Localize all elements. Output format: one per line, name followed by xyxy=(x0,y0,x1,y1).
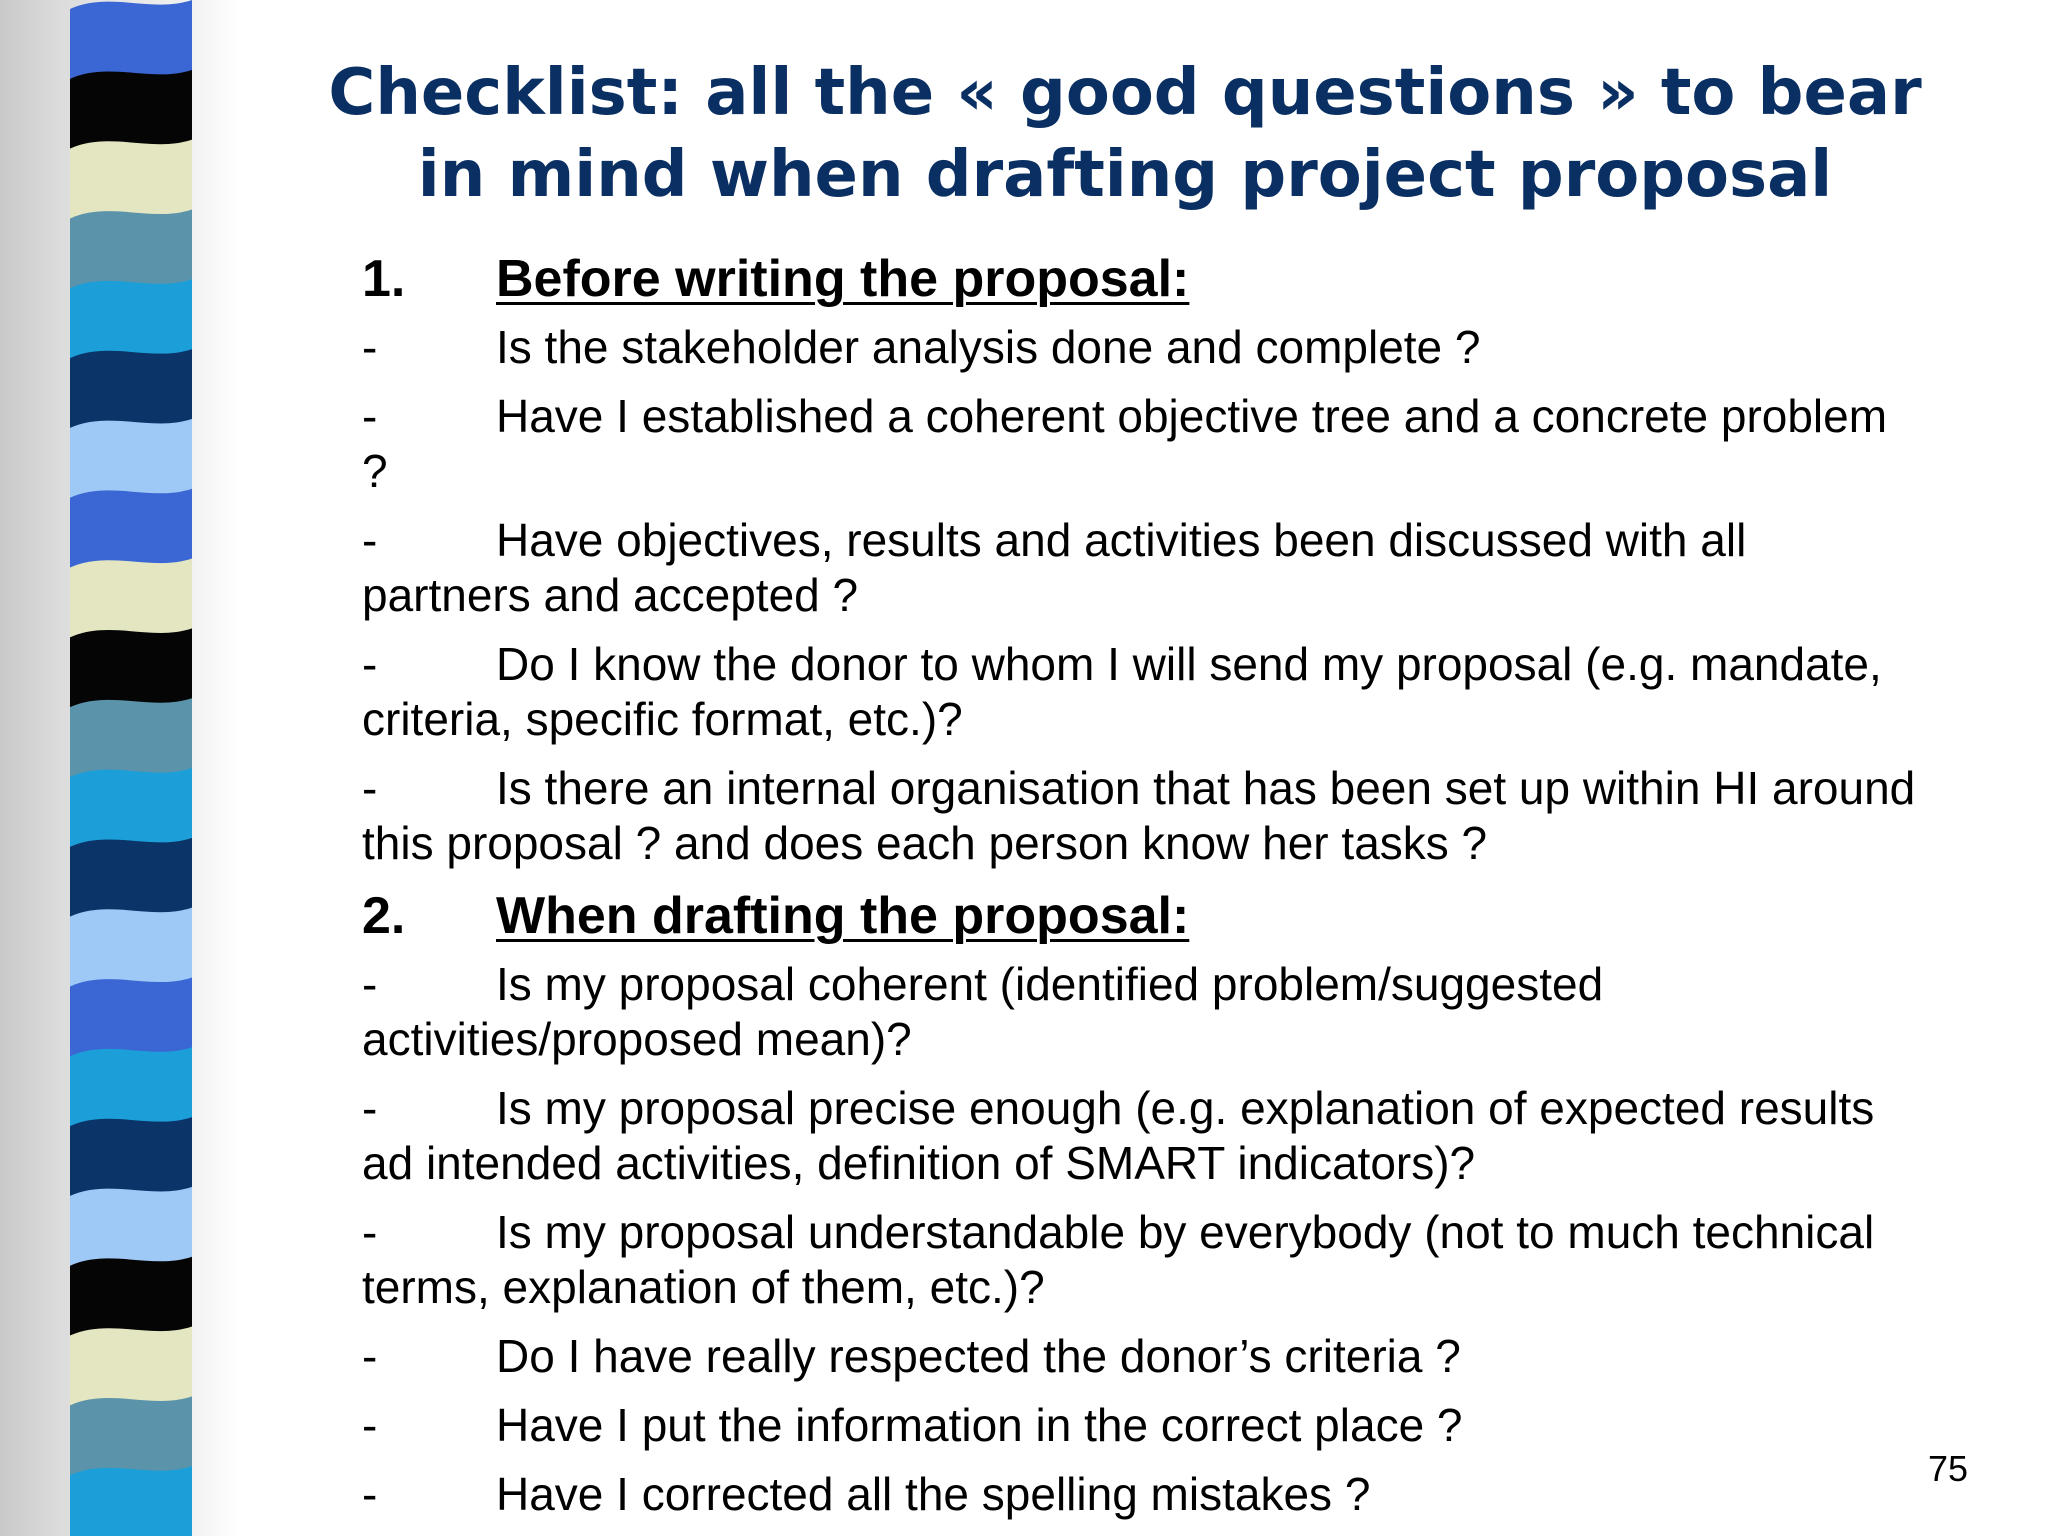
checklist-item xyxy=(362,1205,1922,1315)
checklist-item xyxy=(362,637,1922,747)
strip-band xyxy=(70,209,192,290)
checklist-item xyxy=(362,761,1922,871)
bullet-dash: - xyxy=(362,638,378,690)
section-heading xyxy=(362,885,1922,947)
decorative-striped-bar xyxy=(0,0,250,1536)
bullet-dash: - xyxy=(362,1468,378,1520)
strip-band xyxy=(70,1187,192,1268)
bullet-dash: - xyxy=(362,390,378,442)
section-number: 1. xyxy=(362,250,406,308)
section-title: When drafting the proposal: xyxy=(496,887,1190,945)
strip-band xyxy=(70,489,192,570)
bullet-dash: - xyxy=(362,1330,378,1382)
bullet-dash: - xyxy=(362,1206,378,1258)
strip-band xyxy=(70,1466,192,1536)
checklist-item xyxy=(362,513,1922,623)
checklist-item xyxy=(362,1398,1922,1453)
strip-band xyxy=(70,768,192,849)
strip-band xyxy=(70,140,192,221)
checklist-item xyxy=(362,389,1922,499)
strip-band xyxy=(70,349,192,430)
bullet-dash: - xyxy=(362,1082,378,1134)
section-title: Before writing the proposal: xyxy=(496,250,1190,308)
strip-band xyxy=(70,1117,192,1198)
strip-band xyxy=(70,419,192,500)
strip-band xyxy=(70,1047,192,1128)
bullet-dash: - xyxy=(362,958,378,1010)
checklist-item xyxy=(362,1467,1922,1522)
checklist-item-text: Is my proposal understandable by everybody (not to much technical terms, explanation of them, etc.)? xyxy=(362,1206,1875,1313)
strip-band xyxy=(70,559,192,640)
strip-band xyxy=(70,977,192,1058)
strip-band xyxy=(70,698,192,779)
checklist-body xyxy=(362,248,1922,1536)
checklist-item-text: Have I established a coherent objective tree and a concrete problem ? xyxy=(362,390,1888,497)
checklist-item-text: Is there an internal organisation that has been set up within HI around this proposal ? and does each person know her tasks ? xyxy=(362,762,1916,869)
checklist-item-text: Have objectives, results and activities been discussed with all partners and accepted ? xyxy=(362,514,1747,621)
strip-band xyxy=(70,1327,192,1408)
checklist-item-text: Have I put the information in the correct place ? xyxy=(496,1399,1463,1451)
checklist-item xyxy=(362,1081,1922,1191)
checklist-item xyxy=(362,320,1922,375)
section-number: 2. xyxy=(362,887,406,945)
strip-band xyxy=(70,908,192,989)
bullet-dash: - xyxy=(362,762,378,814)
bullet-dash: - xyxy=(362,1399,378,1451)
checklist-item-text: Is my proposal precise enough (e.g. explanation of expected results ad intended activities, definition of SMART indicators)? xyxy=(362,1082,1875,1189)
strip-band xyxy=(70,1396,192,1477)
slide-title: Checklist: all the « good questions » to bear in mind when drafting project proposal xyxy=(328,56,1922,212)
strip-band xyxy=(70,0,192,81)
checklist-item xyxy=(362,1329,1922,1384)
page-number: 75 xyxy=(1927,1448,1968,1489)
strip-band xyxy=(70,838,192,919)
checklist-item xyxy=(362,957,1922,1067)
checklist-item-text: Is the stakeholder analysis done and complete ? xyxy=(496,321,1481,373)
section-heading xyxy=(362,248,1922,310)
strip-band xyxy=(70,1257,192,1338)
bullet-dash: - xyxy=(362,514,378,566)
bullet-dash: - xyxy=(362,321,378,373)
checklist-item-text: Have I corrected all the spelling mistakes ? xyxy=(496,1468,1371,1520)
strip-band xyxy=(70,279,192,360)
strip-band xyxy=(70,628,192,709)
strip-band xyxy=(70,70,192,151)
checklist-item-text: Do I have really respected the donor’s criteria ? xyxy=(496,1330,1461,1382)
checklist-item-text: Is my proposal coherent (identified problem/suggested activities/proposed mean)? xyxy=(362,958,1604,1065)
checklist-item-text: Do I know the donor to whom I will send my proposal (e.g. mandate, criteria, specific format, etc.)? xyxy=(362,638,1882,745)
